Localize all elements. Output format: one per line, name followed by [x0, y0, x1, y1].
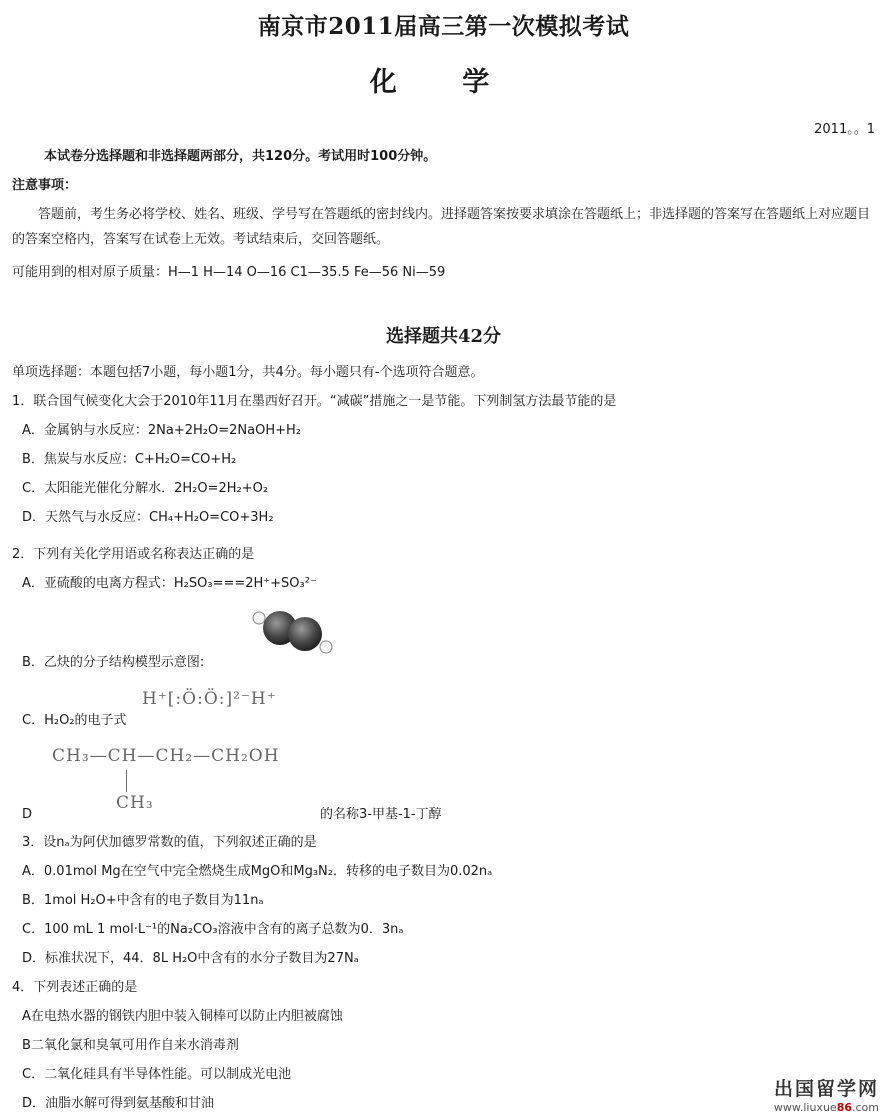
- atomic-masses: 可能用到的相对原子质量：H—1 H—14 O—16 C1—35.5 Fe—56 Ni—59: [12, 265, 446, 280]
- question-1-option-a: A．金属钠与水反应：2Na+2H₂O=2NaOH+H₂: [22, 423, 301, 438]
- question-1-option-d: D．天然气与水反应：CH₄+H₂O=CO+3H₂: [22, 510, 274, 525]
- question-1-option-b: B．焦炭与水反应：C+H₂O=CO+H₂: [22, 452, 237, 467]
- question-2-stem: 2．下列有关化学用语或名称表达正确的是: [12, 547, 255, 562]
- question-2-option-d-label: D: [22, 807, 33, 822]
- branch-bond-line: [126, 770, 127, 792]
- question-2-option-b: B．乙炔的分子结构模型示意图:: [22, 655, 205, 670]
- question-4-stem: 4．下列表述正确的是: [12, 980, 138, 995]
- question-2-structural-formula: CH₃—CH—CH₂—CH₂OH: [52, 746, 280, 766]
- question-2-electron-formula: H⁺[:Ö:Ö:]²⁻H⁺: [142, 689, 277, 709]
- question-4-option-a: A在电热水器的钢铁内胆中装入铜棒可以防止内胆被腐蚀: [22, 1009, 343, 1024]
- question-3-stem: 3．设nₐ为阿伏加德罗常数的值，下列叙述正确的是: [22, 835, 317, 850]
- question-2-option-c: C．H₂O₂的电子式: [22, 713, 127, 728]
- question-3-option-c: C．100 mL 1 mol·L⁻¹的Na₂CO₃溶液中含有的离子总数为0．3nₐ: [22, 922, 404, 937]
- question-4-option-c: C．二氧化硅具有半导体性能。可以制成光电池: [22, 1067, 292, 1082]
- watermark-url: www.liuxue86.com: [773, 1101, 879, 1114]
- question-2-option-d-text: 的名称3-甲基-1-丁醇: [320, 807, 442, 822]
- watermark-name: 出国留学网: [773, 1078, 879, 1100]
- question-2-option-a: A．亚硫酸的电离方程式：H₂SO₃===2H⁺+SO₃²⁻: [22, 576, 317, 591]
- question-1-stem: 1．联合国气候变化大会于2010年11月在墨西好召开。“减碳”措施之一是节能。下列制氢方法最节能的是: [12, 394, 617, 409]
- exam-title: 南京市2011届高三第一次模拟考试: [257, 13, 630, 40]
- notes-text: 答题前，考生务必将学校、姓名、班级、学号写在答题纸的密封线内。进择题答案按要求填涂在答题纸上；非选择题的答案写在答题纸上对应题目的答案空格内，答案写在试卷上无效。考试结束后，交回答题纸。: [12, 207, 871, 247]
- exam-date: 2011。。1: [814, 122, 875, 137]
- question-3-option-d: D．标准状况下，44．8L H₂O中含有的水分子数目为27Nₐ: [22, 951, 359, 966]
- question-1-option-c: C．太阳能光催化分解水．2H₂O=2H₂+O₂: [22, 481, 269, 496]
- subject-title: 化 学: [369, 67, 518, 98]
- section-title: 选择题共42分: [385, 326, 502, 347]
- question-4-option-d: D．油脂水解可得到氨基酸和甘油: [22, 1096, 215, 1111]
- question-4-option-b: B二氧化氯和臭氧可用作自来水消毒剂: [22, 1038, 239, 1053]
- notes-heading: 注意事项：: [12, 178, 78, 193]
- site-watermark: [774, 1074, 879, 1114]
- question-3-option-a: A．0.01mol Mg在空气中完全燃烧生成MgO和Mg₃N₂．转移的电子数目为0.02nₐ: [22, 864, 493, 879]
- question-2-formula-branch: CH₃: [116, 793, 154, 813]
- question-3-option-b: B．1mol H₂O+中含有的电子数目为11nₐ: [22, 893, 264, 908]
- section-instructions: 单项选择题：本题包括7小题，每小题1分，共4分。每小题只有-个选项符合题意。: [12, 365, 484, 380]
- acetylene-model-image: [246, 604, 342, 660]
- exam-summary: 本试卷分选择题和非选择题两部分，共120分。考试用时100分钟。: [44, 149, 437, 164]
